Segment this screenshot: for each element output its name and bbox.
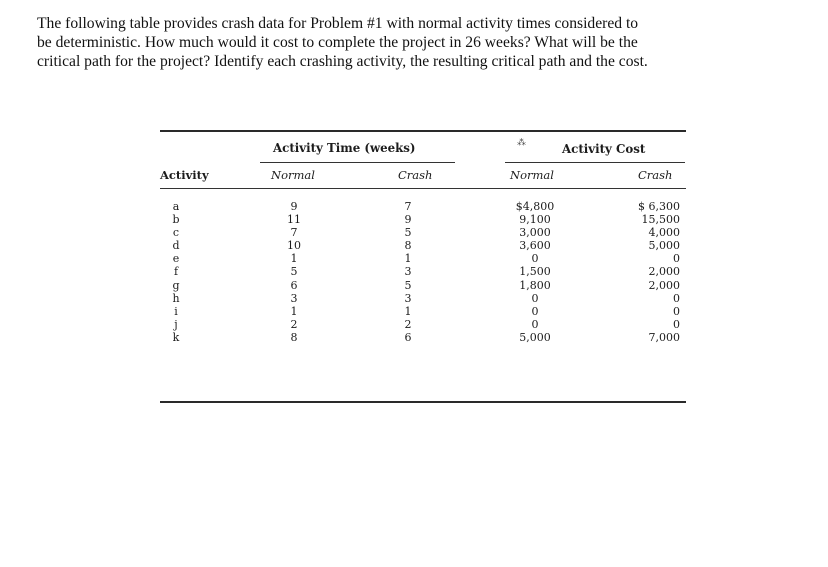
time-crash-cell: 3 (404, 291, 412, 305)
cost-normal-cell: 0 (531, 317, 539, 331)
time-normal-column-header: Normal (271, 168, 315, 182)
time-crash-cell: 2 (404, 317, 412, 331)
table-bottom-rule (160, 401, 686, 403)
activity-cell: i (174, 304, 178, 318)
cost-crash-cell: 15,500 (641, 213, 680, 227)
time-normal-cell: 3 (290, 291, 298, 305)
activity-cell: j (174, 317, 178, 331)
time-normal-cell: 7 (290, 226, 298, 240)
cost-crash-column (616, 200, 680, 344)
time-crash-column-header: Crash (398, 168, 433, 182)
cost-crash-cell: 7,000 (648, 330, 680, 344)
activity-cell: k (172, 330, 180, 344)
cost-normal-cell: 3,000 (519, 226, 551, 240)
time-crash-cell: 9 (404, 213, 412, 227)
activity-cell: f (173, 265, 179, 279)
cost-normal-cell: 0 (531, 252, 539, 266)
cost-crash-cell: $ 6,300 (638, 200, 680, 213)
activity-cost-group-header: Activity Cost (562, 142, 646, 156)
time-crash-cell: 1 (404, 304, 412, 318)
cost-normal-cell: 0 (531, 304, 539, 318)
cost-crash-cell: 0 (673, 304, 680, 318)
time-normal-cell: 5 (290, 265, 298, 279)
cost-normal-cell: 0 (531, 291, 539, 305)
question-line-2: be deterministic. How much would it cost to complete the project in 26 weeks? What will be the (37, 34, 638, 51)
time-crash-cell: 5 (404, 226, 412, 240)
cost-crash-cell: 5,000 (648, 239, 680, 253)
time-crash-cell: 1 (404, 252, 412, 266)
time-normal-cell: 10 (287, 239, 301, 253)
activity-cell: a (172, 200, 180, 213)
cost-normal-cell: 1,500 (519, 265, 551, 279)
cost-crash-column-header: Crash (638, 168, 673, 182)
question-text (37, 14, 807, 71)
time-group-rule (260, 162, 455, 163)
time-crash-column (394, 200, 422, 344)
cost-crash-cell: 0 (673, 291, 680, 305)
time-crash-cell: 6 (404, 330, 412, 344)
scan-mark: ⁂ (517, 138, 526, 148)
time-crash-cell: 3 (404, 265, 412, 279)
cost-crash-cell: 0 (673, 317, 680, 331)
column-header-rule (160, 188, 686, 189)
time-normal-column (280, 200, 308, 344)
time-normal-cell: 6 (290, 278, 298, 292)
table-top-rule (160, 130, 686, 132)
cost-crash-cell: 2,000 (648, 278, 680, 292)
time-normal-cell: 1 (290, 252, 298, 266)
time-crash-cell: 8 (404, 239, 412, 253)
question-line-3: critical path for the project? Identify each crashing activity, the resulting critical path and the cost. (37, 53, 648, 70)
cost-normal-column (504, 200, 566, 344)
crash-data-table (160, 128, 686, 408)
activity-cell: g (172, 278, 180, 292)
activity-cell: e (172, 252, 180, 266)
time-normal-cell: 9 (290, 200, 298, 213)
activity-cell: d (172, 239, 180, 253)
time-normal-cell: 11 (287, 213, 301, 227)
cost-crash-cell: 4,000 (648, 226, 680, 240)
cost-normal-cell: 3,600 (519, 239, 551, 253)
cost-crash-cell: 2,000 (648, 265, 680, 279)
time-normal-cell: 2 (290, 317, 298, 331)
activity-cell: c (172, 226, 180, 240)
cost-normal-cell: 9,100 (519, 213, 551, 227)
question-line-1: The following table provides crash data for Problem #1 with normal activity times considered to (37, 15, 639, 32)
time-normal-cell: 8 (290, 330, 298, 344)
activity-column (166, 200, 186, 344)
cost-normal-column-header: Normal (510, 168, 554, 182)
cost-normal-cell: $4,800 (515, 200, 555, 213)
time-crash-cell: 7 (404, 200, 412, 213)
activity-cell: h (172, 291, 180, 305)
activity-cell: b (172, 213, 180, 227)
cost-group-rule (505, 162, 685, 163)
cost-normal-cell: 1,800 (519, 278, 551, 292)
activity-time-group-header: Activity Time (weeks) (273, 141, 416, 155)
cost-normal-cell: 5,000 (519, 330, 551, 344)
time-crash-cell: 5 (404, 278, 412, 292)
cost-crash-cell: 0 (673, 252, 680, 266)
activity-column-header: Activity (160, 168, 209, 182)
time-normal-cell: 1 (290, 304, 298, 318)
